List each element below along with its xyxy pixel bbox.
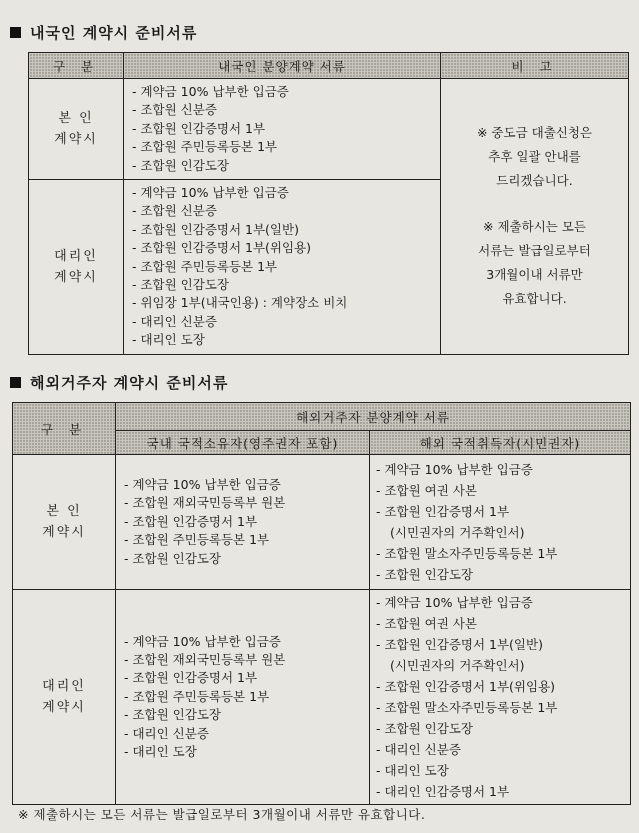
doc-list-cell [124,79,441,180]
list-item: - 계약금 10% 납부한 입금증 [124,476,369,494]
list-item: - 조합원 재외국민등록부 원본 [124,494,369,512]
list-item: - 조합원 인감증명서 1부(일반) [132,221,440,239]
doc-list [370,455,630,589]
doc-list [124,79,440,179]
list-item: - 조합원 인감도장 [124,550,369,568]
header-category: 구 분 [29,53,124,79]
list-item: - 조합원 인감증명서 1부 [376,501,630,522]
doc-list [370,590,630,804]
list-item: - 조합원 인감증명서 1부 [124,513,369,531]
table-row [29,79,629,180]
list-item: - 조합원 인감도장 [376,718,630,739]
remarks-cell: ※ 중도금 대출신청은 추후 일괄 안내를 드리겠습니다. ※ 제출하시는 모든 서류는 발급일로부터 3개월이내 서류만 유효합니다. [441,79,629,355]
list-item: - 계약금 10% 납부한 입금증 [376,592,630,613]
row-label: 대리인 계약시 [29,180,124,355]
list-item: - 조합원 재외국민등록부 원본 [124,651,369,669]
list-item: - 조합원 인감도장 [124,706,369,724]
list-item: - 계약금 10% 납부한 입금증 [132,83,440,101]
square-bullet-icon [10,27,21,38]
header-category: 구 분 [13,403,116,455]
list-item: - 대리인 신분증 [132,313,440,331]
header-domestic-nationals: 국내 국적소유자(영주권자 포함) [116,431,370,455]
row-label: 본 인 계약시 [29,79,124,180]
doc-list-cell [116,455,370,590]
residence-note: (시민권자의 거주확인서) [390,658,525,673]
doc-list-cell [124,180,441,355]
list-item: - 조합원 주민등록등본 1부 [124,531,369,549]
square-bullet-icon [10,377,21,388]
list-item: - 조합원 말소자주민등록등본 1부 [376,697,630,718]
list-item: - 대리인 도장 [124,743,369,761]
list-item: - 조합원 인감증명서 1부(일반) [376,634,630,655]
overseas-section-title [10,372,228,393]
list-item: - 계약금 10% 납부한 입금증 [132,184,440,202]
header-docs: 내국인 분양계약 서류 [124,53,441,79]
doc-list [116,629,369,766]
list-item: - 위임장 1부(내국인용) : 계약장소 비치 [132,294,440,312]
list-item: - 계약금 10% 납부한 입금증 [376,459,630,480]
doc-list [124,180,440,354]
list-item: - 계약금 10% 납부한 입금증 [124,633,369,651]
header-foreign-citizens: 해외 국적취득자(시민권자) [370,431,631,455]
list-item: - 대리인 인감증명서 1부 [376,781,630,802]
list-item: - 조합원 인감도장 [376,564,630,585]
list-item: - 대리인 신분증 [124,725,369,743]
row-label: 본 인 계약시 [13,455,116,590]
list-item: - 조합원 신분증 [132,202,440,220]
domestic-docs-table [28,52,629,355]
list-item: - 조합원 여권 사본 [376,613,630,634]
doc-list-cell [370,455,631,590]
list-item: - 조합원 인감증명서 1부(위임용) [376,676,630,697]
overseas-title-text: 해외거주자 계약시 준비서류 [30,374,229,392]
list-item: - 대리인 신분증 [376,739,630,760]
residence-note: (시민권자의 거주확인서) [390,525,525,540]
overseas-docs-table [12,402,631,805]
domestic-section-title [10,22,197,43]
list-item: - 조합원 인감도장 [132,157,440,175]
list-item: - 조합원 인감증명서 1부 [124,669,369,687]
list-item: - 조합원 여권 사본 [376,480,630,501]
list-item: - 조합원 주민등록등본 1부 [132,138,440,156]
list-item: - 조합원 말소자주민등록등본 1부 [376,543,630,564]
validity-footnote: ※ 제출하시는 모든 서류는 발급일로부터 3개월이내 서류만 유효합니다. [18,807,426,822]
list-item: - 조합원 인감증명서 1부(위임용) [132,239,440,257]
doc-list-cell [370,590,631,805]
list-item: - 대리인 도장 [132,331,440,349]
list-item: - 조합원 주민등록등본 1부 [132,258,440,276]
header-docs: 해외거주자 분양계약 서류 [116,403,631,431]
doc-list [116,472,369,572]
table-row [13,590,631,805]
list-item: - 조합원 인감증명서 1부 [132,120,440,138]
table-row [13,455,631,590]
list-item: - 조합원 신분증 [132,101,440,119]
list-item: - 조합원 인감도장 [132,276,440,294]
doc-list-cell [116,590,370,805]
row-label: 대리인 계약시 [13,590,116,805]
list-item: - 대리인 도장 [376,760,630,781]
list-item: - 조합원 주민등록등본 1부 [124,688,369,706]
domestic-title-text: 내국인 계약시 준비서류 [30,24,198,42]
header-remarks: 비 고 [441,53,629,79]
